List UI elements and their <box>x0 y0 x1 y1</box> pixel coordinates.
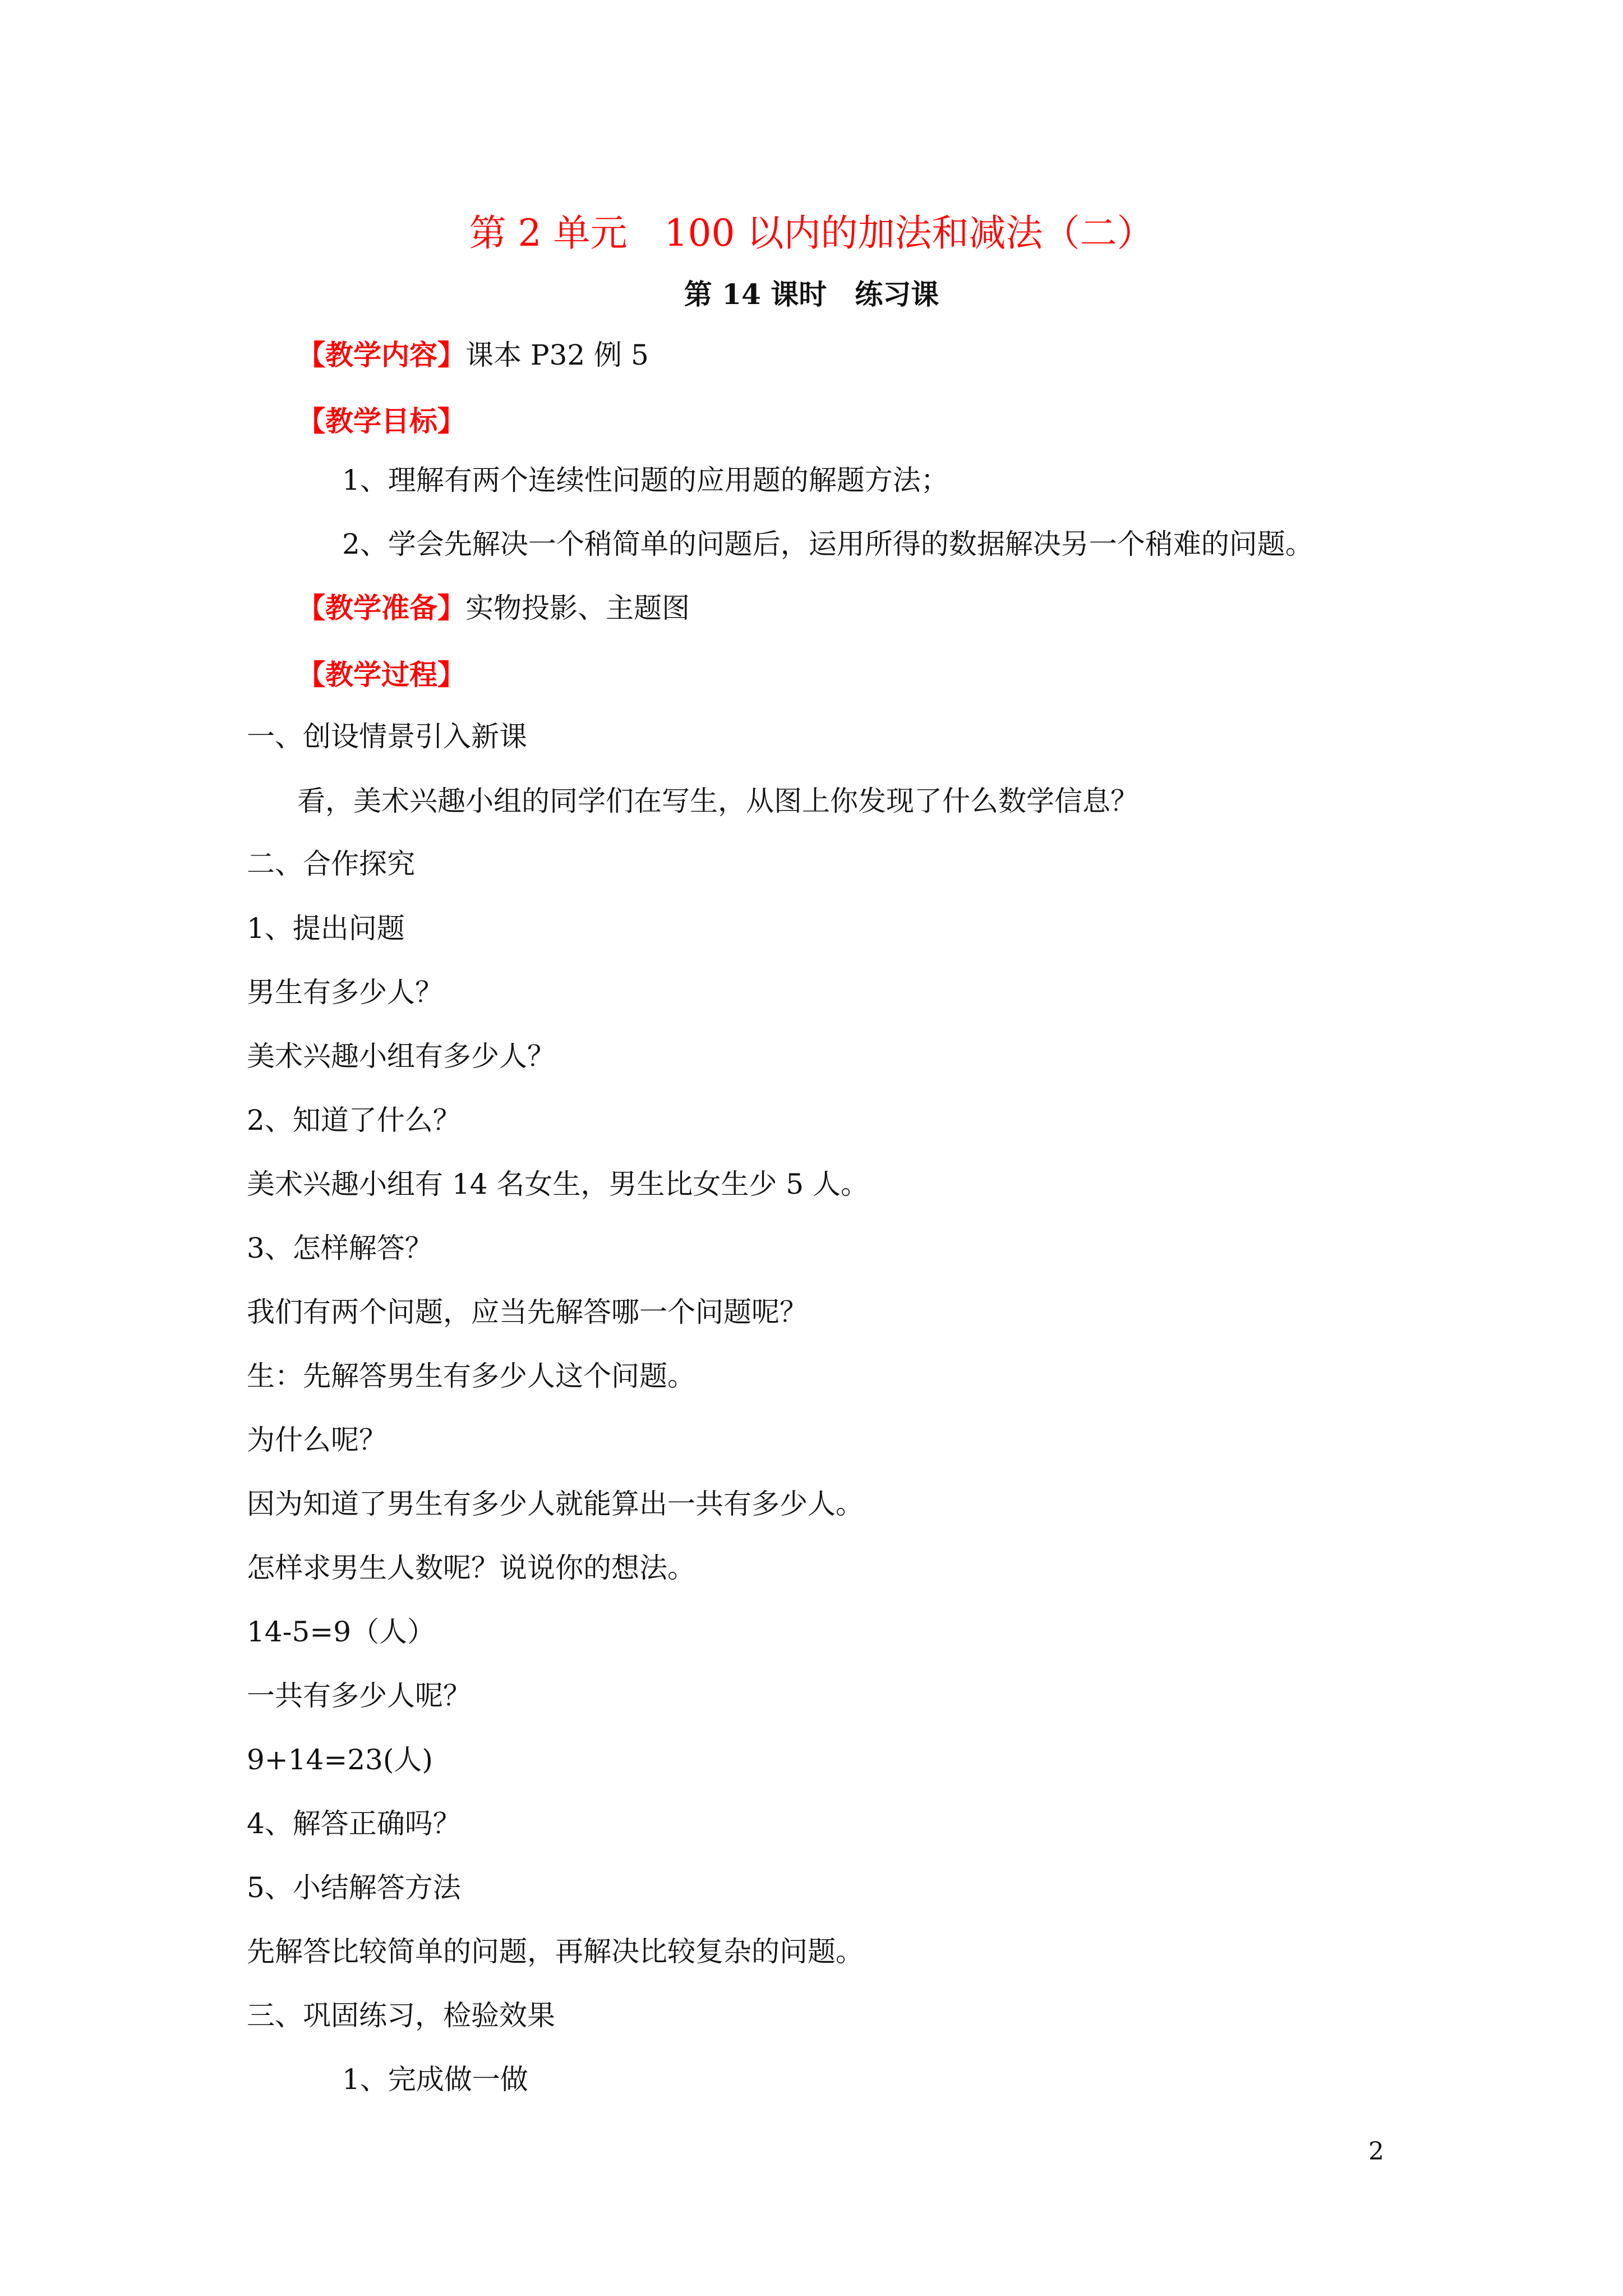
process-line-3: 二、合作探究 <box>247 848 415 880</box>
process-line-20: 先解答比较简单的问题，再解决比较复杂的问题。 <box>247 1935 864 1968</box>
teaching-process-label: 【教学过程】 <box>297 658 465 691</box>
teaching-prep-text: 实物投影、主题图 <box>465 592 690 624</box>
process-line-8: 美术兴趣小组有 14 名女生，男生比女生少 5 人。 <box>247 1168 869 1200</box>
process-line-6: 美术兴趣小组有多少人？ <box>247 1040 555 1073</box>
process-line-16: 一共有多少人呢？ <box>247 1680 471 1712</box>
teaching-content-label: 【教学内容】 <box>297 338 465 371</box>
process-line-14: 怎样求男生人数呢？说说你的想法。 <box>247 1552 695 1584</box>
page-number: 2 <box>1368 2137 1384 2166</box>
process-line-19: 5、小结解答方法 <box>247 1871 461 1904</box>
process-line-18: 4、解答正确吗？ <box>247 1807 461 1840</box>
process-line-10: 我们有两个问题，应当先解答哪一个问题呢？ <box>247 1296 808 1328</box>
process-line-5: 男生有多少人？ <box>247 976 443 1009</box>
teaching-goal-item-2: 2、学会先解决一个稍简单的问题后，运用所得的数据解决另一个稍难的问题。 <box>342 528 1313 560</box>
process-line-9: 3、怎样解答？ <box>247 1232 433 1264</box>
lesson-subtitle: 第 14 课时 练习课 <box>684 278 939 311</box>
process-line-7: 2、知道了什么？ <box>247 1104 461 1137</box>
teaching-content-text: 课本 P32 例 5 <box>465 339 649 371</box>
teaching-goals-label: 【教学目标】 <box>297 404 465 438</box>
process-line-13: 因为知道了男生有多少人就能算出一共有多少人。 <box>247 1488 864 1520</box>
process-line-22: 1、完成做一做 <box>342 2063 528 2096</box>
process-line-12: 为什么呢？ <box>247 1424 387 1456</box>
teaching-goal-item-1: 1、理解有两个连续性问题的应用题的解题方法； <box>342 464 949 496</box>
process-line-2: 看，美术兴趣小组的同学们在写生，从图上你发现了什么数学信息？ <box>297 785 1138 817</box>
process-line-4: 1、提出问题 <box>247 912 405 945</box>
process-line-1: 一、创设情景引入新课 <box>247 720 527 753</box>
process-line-17: 9+14=23(人) <box>247 1743 433 1776</box>
teaching-content-line <box>297 338 649 372</box>
document-title: 第 2 单元 100 以内的加法和减法（二） <box>469 211 1154 255</box>
process-line-21: 三、巩固练习，检验效果 <box>247 1999 555 2032</box>
process-line-15: 14-5=9（人） <box>247 1616 436 1648</box>
teaching-prep-label: 【教学准备】 <box>297 591 465 624</box>
process-line-11: 生：先解答男生有多少人这个问题。 <box>247 1360 695 1392</box>
teaching-prep-line <box>297 591 690 625</box>
